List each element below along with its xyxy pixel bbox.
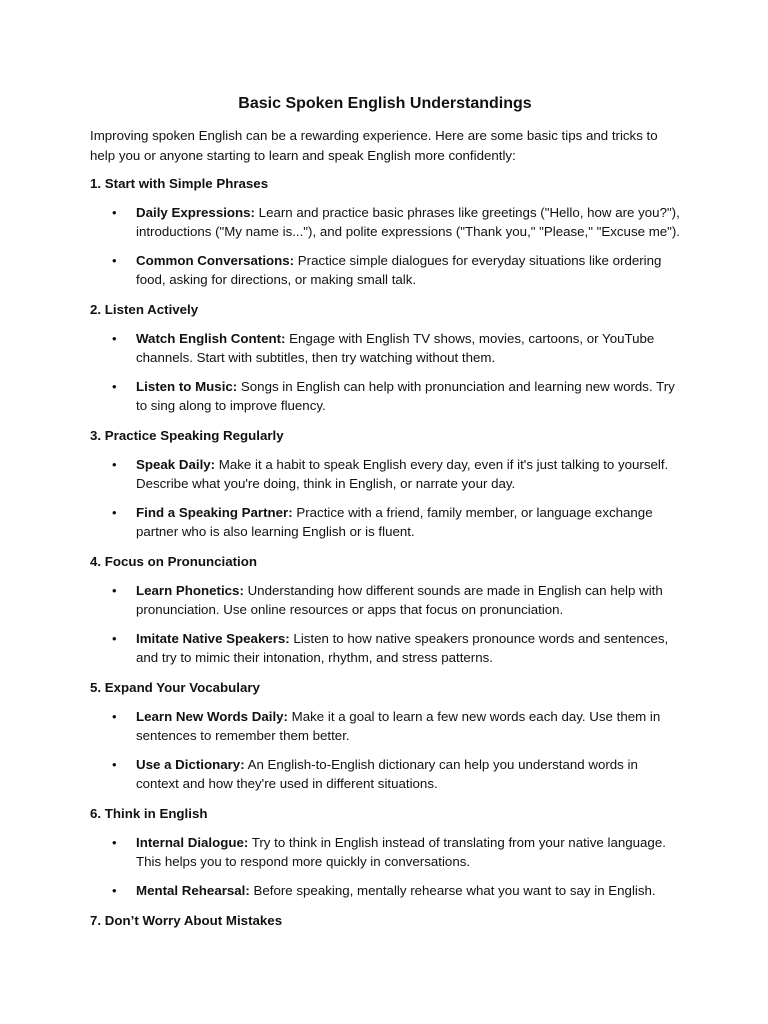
document-title: Basic Spoken English Understandings: [238, 95, 532, 112]
list-item: [90, 755, 680, 793]
list-item: [90, 629, 680, 667]
section-heading: 7. Don’t Worry About Mistakes: [90, 913, 283, 928]
item-term: Find a Speaking Partner:: [136, 505, 293, 520]
item-term: Use a Dictionary:: [136, 757, 245, 772]
bullet-icon: •: [112, 505, 117, 520]
item-term: Learn Phonetics:: [136, 583, 244, 598]
section-heading: 2. Listen Actively: [90, 302, 199, 317]
bullet-icon: •: [112, 757, 117, 772]
item-text: Understanding how different sounds are made in English can help with pronunciation. Use online resources or apps that focus on pronunciation.: [136, 583, 663, 617]
item-term: Daily Expressions:: [136, 205, 255, 220]
section-listen-actively: [90, 300, 680, 415]
bullet-list: [90, 455, 680, 541]
bullet-icon: •: [112, 457, 117, 472]
bullet-icon: •: [112, 709, 117, 724]
item-term: Imitate Native Speakers:: [136, 631, 290, 646]
item-text: Listen to how native speakers pronounce words and sentences, and try to mimic their intonation, rhythm, and stress patterns.: [136, 631, 669, 665]
list-item: [90, 881, 680, 900]
bullet-icon: •: [112, 835, 117, 850]
item-term: Learn New Words Daily:: [136, 709, 288, 724]
list-item: [90, 833, 680, 871]
list-item: [90, 503, 680, 541]
bullet-icon: •: [112, 583, 117, 598]
bullet-icon: •: [112, 883, 117, 898]
bullet-list: [90, 581, 680, 667]
bullet-icon: •: [112, 205, 117, 220]
item-term: Mental Rehearsal:: [136, 883, 250, 898]
item-text: Make it a goal to learn a few new words each day. Use them in sentences to remember them better.: [136, 709, 661, 743]
intro-paragraph: Improving spoken English can be a rewarding experience. Here are some basic tips and tricks to help you or anyone starting to learn and speak English more confidently:: [90, 128, 658, 163]
item-term: Internal Dialogue:: [136, 835, 249, 850]
list-item: [90, 329, 680, 367]
bullet-list: [90, 833, 680, 900]
item-text: Try to think in English instead of translating from your native language. This helps you to respond more quickly in conversations.: [136, 835, 666, 869]
item-term: Listen to Music:: [136, 379, 238, 394]
item-text: Learn and practice basic phrases like greetings ("Hello, how are you?"), introductions ("My name is..."), and polite expressions ("Thank you," "Please," "Excuse me").: [136, 205, 681, 239]
bullet-icon: •: [112, 379, 117, 394]
bullet-icon: •: [112, 331, 117, 346]
bullet-list: [90, 329, 680, 415]
item-text: Practice simple dialogues for everyday situations like ordering food, asking for directions, or making small talk.: [136, 253, 662, 287]
list-item: [90, 707, 680, 745]
section-expand-your-vocabulary: [90, 678, 680, 793]
section-start-with-simple-phrases: [90, 174, 680, 289]
list-item: [90, 377, 680, 415]
item-text: Make it a habit to speak English every day, even if it's just talking to yourself. Describe what you're doing, think in English, or narrate your day.: [136, 457, 669, 491]
section-heading: 1. Start with Simple Phrases: [90, 176, 269, 191]
item-text: Engage with English TV shows, movies, cartoons, or YouTube channels. Start with subtitles, then try watching without them.: [136, 331, 655, 365]
item-text: An English-to-English dictionary can help you understand words in context and how they're used in different situations.: [136, 757, 638, 791]
list-item: [90, 581, 680, 619]
item-term: Common Conversations:: [136, 253, 295, 268]
section-think-in-english: [90, 804, 680, 900]
item-text: Practice with a friend, family member, or language exchange partner who is also learning English or is fluent.: [136, 505, 653, 539]
document-page: [90, 93, 680, 940]
section-heading: 6. Think in English: [90, 806, 208, 821]
section-focus-on-pronunciation: [90, 552, 680, 667]
list-item: [90, 251, 680, 289]
item-text: Before speaking, mentally rehearse what you want to say in English.: [249, 883, 656, 898]
section-heading: 3. Practice Speaking Regularly: [90, 428, 284, 443]
item-text: Songs in English can help with pronunciation and learning new words. Try to sing along to improve fluency.: [136, 379, 675, 413]
bullet-icon: •: [112, 253, 117, 268]
list-item: [90, 203, 680, 241]
item-term: Watch English Content:: [136, 331, 286, 346]
list-item: [90, 455, 680, 493]
section-heading: 4. Focus on Pronunciation: [90, 554, 257, 569]
section-practice-speaking-regularly: [90, 426, 680, 541]
item-term: Speak Daily:: [136, 457, 216, 472]
bullet-list: [90, 203, 680, 289]
bullet-list: [90, 707, 680, 793]
bullet-icon: •: [112, 631, 117, 646]
section-heading: 5. Expand Your Vocabulary: [90, 680, 260, 695]
section-dont-worry-about-mistakes: [90, 911, 680, 930]
